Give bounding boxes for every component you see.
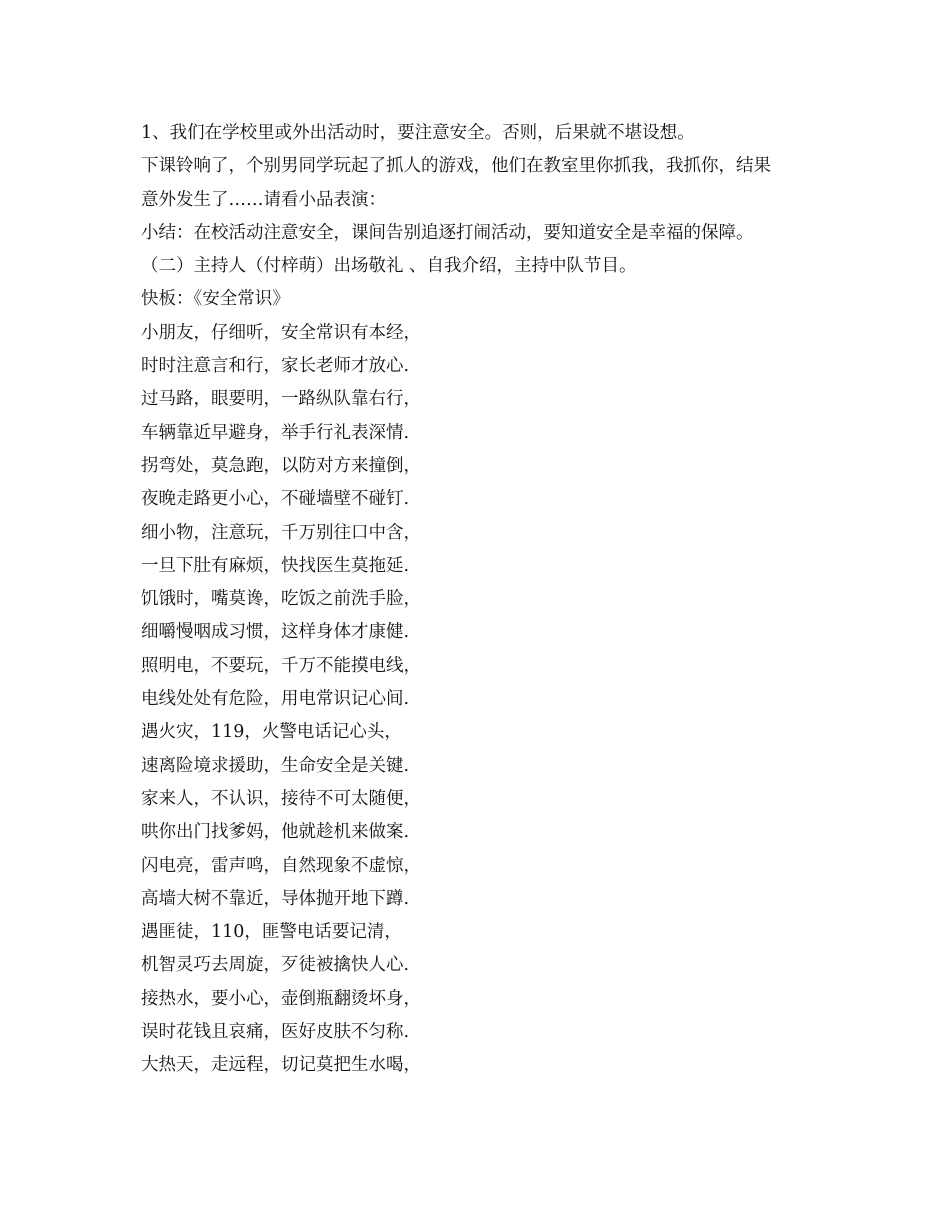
verse-line: 速离险境求援助，生命安全是关键. [141, 755, 410, 776]
verse-line: 哄你出门找爹妈，他就趁机来做案. [141, 822, 410, 843]
verse-line: 细小物，注意玩，千万别往口中含， [141, 522, 421, 543]
verse-line: 车辆靠近早避身，举手行礼表深情. [141, 422, 410, 443]
verse-line: 家来人，不认识，接待不可太随便， [141, 788, 421, 809]
verse-line: 照明电，不要玩，千万不能摸电线， [141, 655, 421, 676]
verse-line: 饥饿时，嘴莫谗，吃饭之前洗手脸， [141, 589, 421, 610]
verse-line: 时时注意言和行，家长老师才放心. [141, 356, 410, 377]
verse-line: 误时花钱且哀痛，医好皮肤不匀称. [141, 1022, 410, 1043]
paragraph-line: 意外发生了……请看小品表演： [141, 189, 386, 210]
verse-line: 细嚼慢咽成习惯，这样身体才康健. [141, 622, 410, 643]
paragraph-line: 1、我们在学校里或外出活动时，要注意安全。否则，后果就不堪设想。 [141, 123, 695, 143]
verse-line: 一旦下肚有麻烦，快找医生莫拖延. [141, 555, 410, 576]
paragraph-line: （二）主持人（付梓萌）出场敬礼 、自我介绍，主持中队节目。 [141, 256, 637, 277]
verse-line: 高墙大树不靠近，导体抛开地下蹲. [141, 888, 410, 909]
paragraph-line: 小结：在校活动注意安全，课间告别追逐打闹活动，要知道安全是幸福的保障。 [141, 222, 754, 243]
paragraph-line: 下课铃响了，个别男同学玩起了抓人的游戏，他们在教室里你抓我，我抓你，结果 [141, 156, 771, 177]
paragraph-line: 快板：《安全常识》 [141, 289, 290, 310]
verse-line: 过马路，眼要明，一路纵队靠右行， [141, 389, 421, 410]
verse-line: 机智灵巧去周旋，歹徒被擒快人心. [141, 955, 410, 976]
verse-line: 电线处处有危险，用电常识记心间. [141, 689, 410, 710]
document-body [141, 117, 831, 1083]
verse-line: 小朋友，仔细听，安全常识有本经， [141, 322, 421, 343]
verse-line: 拐弯处，莫急跑，以防对方来撞倒， [141, 455, 421, 476]
verse-line: 遇匪徒，110，匪警电话要记清， [141, 922, 402, 943]
verse-line: 夜晚走路更小心，不碰墙壁不碰钉. [141, 489, 410, 510]
verse-line: 闪电亮，雷声鸣，自然现象不虚惊， [141, 855, 421, 876]
verse-line: 大热天，走远程，切记莫把生水喝， [141, 1055, 421, 1076]
verse-line: 接热水，要小心，壶倒瓶翻烫坏身， [141, 988, 421, 1009]
verse-line: 遇火灾，119，火警电话记心头， [141, 722, 402, 743]
